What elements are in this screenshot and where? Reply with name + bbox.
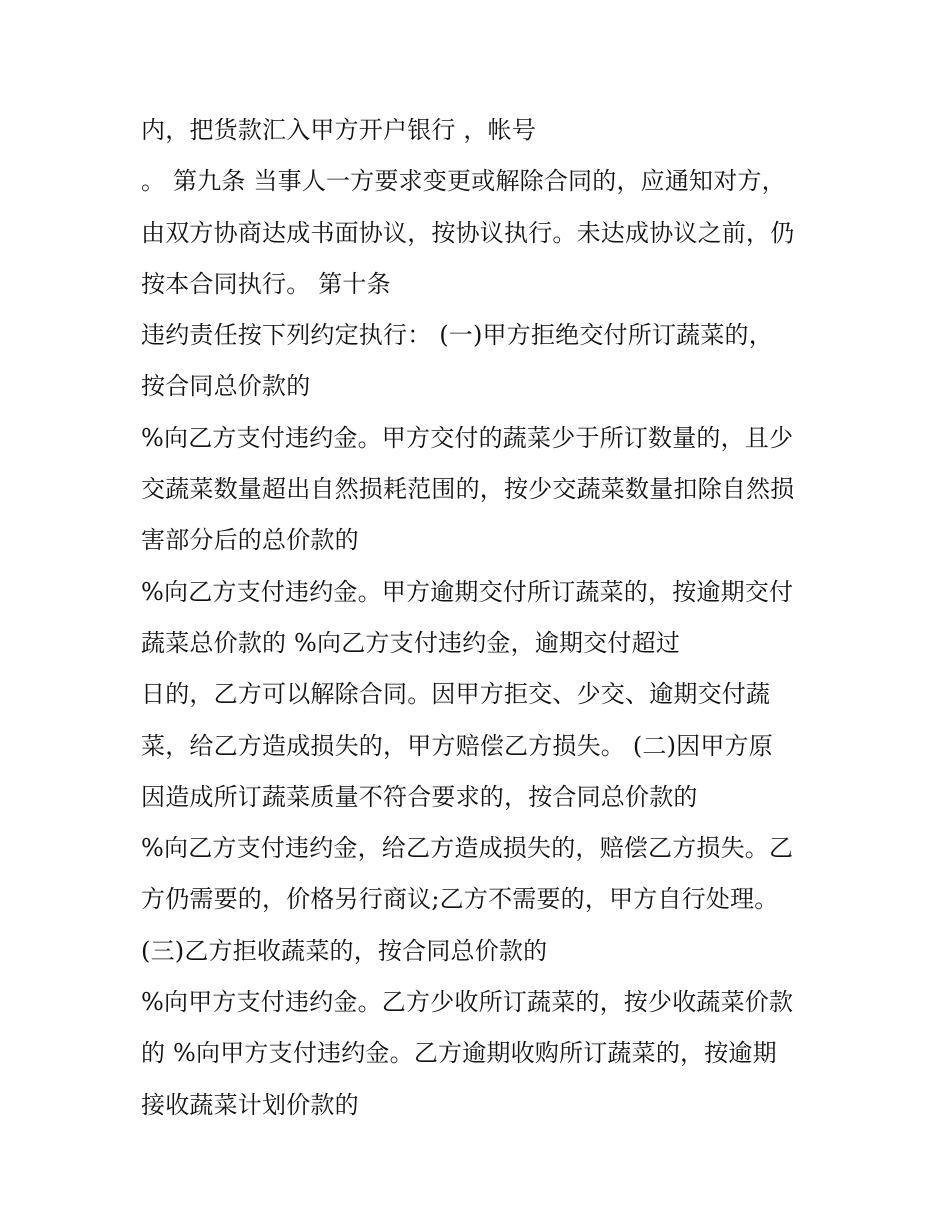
text-line: 蔬菜总价款的 %向乙方支付违约金，逾期交付超过 [141,628,681,657]
text-line: 的 %向甲方支付违约金。乙方逾期收购所订蔬菜的，按逾期 [141,1039,777,1068]
text-line: 由双方协商达成书面协议，按协议执行。未达成协议之前，仍 [141,218,795,247]
text-line: 违约责任按下列约定执行： (一)甲方拒绝交付所订蔬菜的， [141,321,773,350]
text-line: 交蔬菜数量超出自然损耗范围的，按少交蔬菜数量扣除自然损 [141,475,795,504]
text-line: %向乙方支付违约金，给乙方造成损失的，赔偿乙方损失。乙 [141,834,794,863]
text-line: 菜，给乙方造成损失的，甲方赔偿乙方损失。 (二)因甲方原 [141,731,773,760]
text-line: 按本合同执行。 第十条 [141,269,391,298]
text-line: 方仍需要的，价格另行商议;乙方不需要的，甲方自行处理。 [141,885,779,914]
text-line: 。 第九条 当事人一方要求变更或解除合同的，应通知对方， [141,167,786,196]
text-line: 内，把货款汇入甲方开户银行 ，帐号 [141,116,537,144]
text-line: (三)乙方拒收蔬菜的，按合同总价款的 [141,936,548,965]
text-line: %向甲方支付违约金。乙方少收所订蔬菜的，按少收蔬菜价款 [141,988,794,1017]
text-line: 害部分后的总价款的 [141,526,359,555]
text-line: 接收蔬菜计划价款的 [141,1090,359,1119]
text-line: 因造成所订蔬菜质量不符合要求的，按合同总价款的 [141,782,698,811]
contract-text-block [141,110,821,1136]
text-line: %向乙方支付违约金。甲方逾期交付所订蔬菜的，按逾期交付 [141,577,794,606]
text-line: %向乙方支付违约金。甲方交付的蔬菜少于所订数量的，且少 [141,423,794,452]
text-line: 日的，乙方可以解除合同。因甲方拒交、少交、逾期交付蔬 [141,680,771,709]
text-line: 按合同总价款的 [141,372,311,401]
